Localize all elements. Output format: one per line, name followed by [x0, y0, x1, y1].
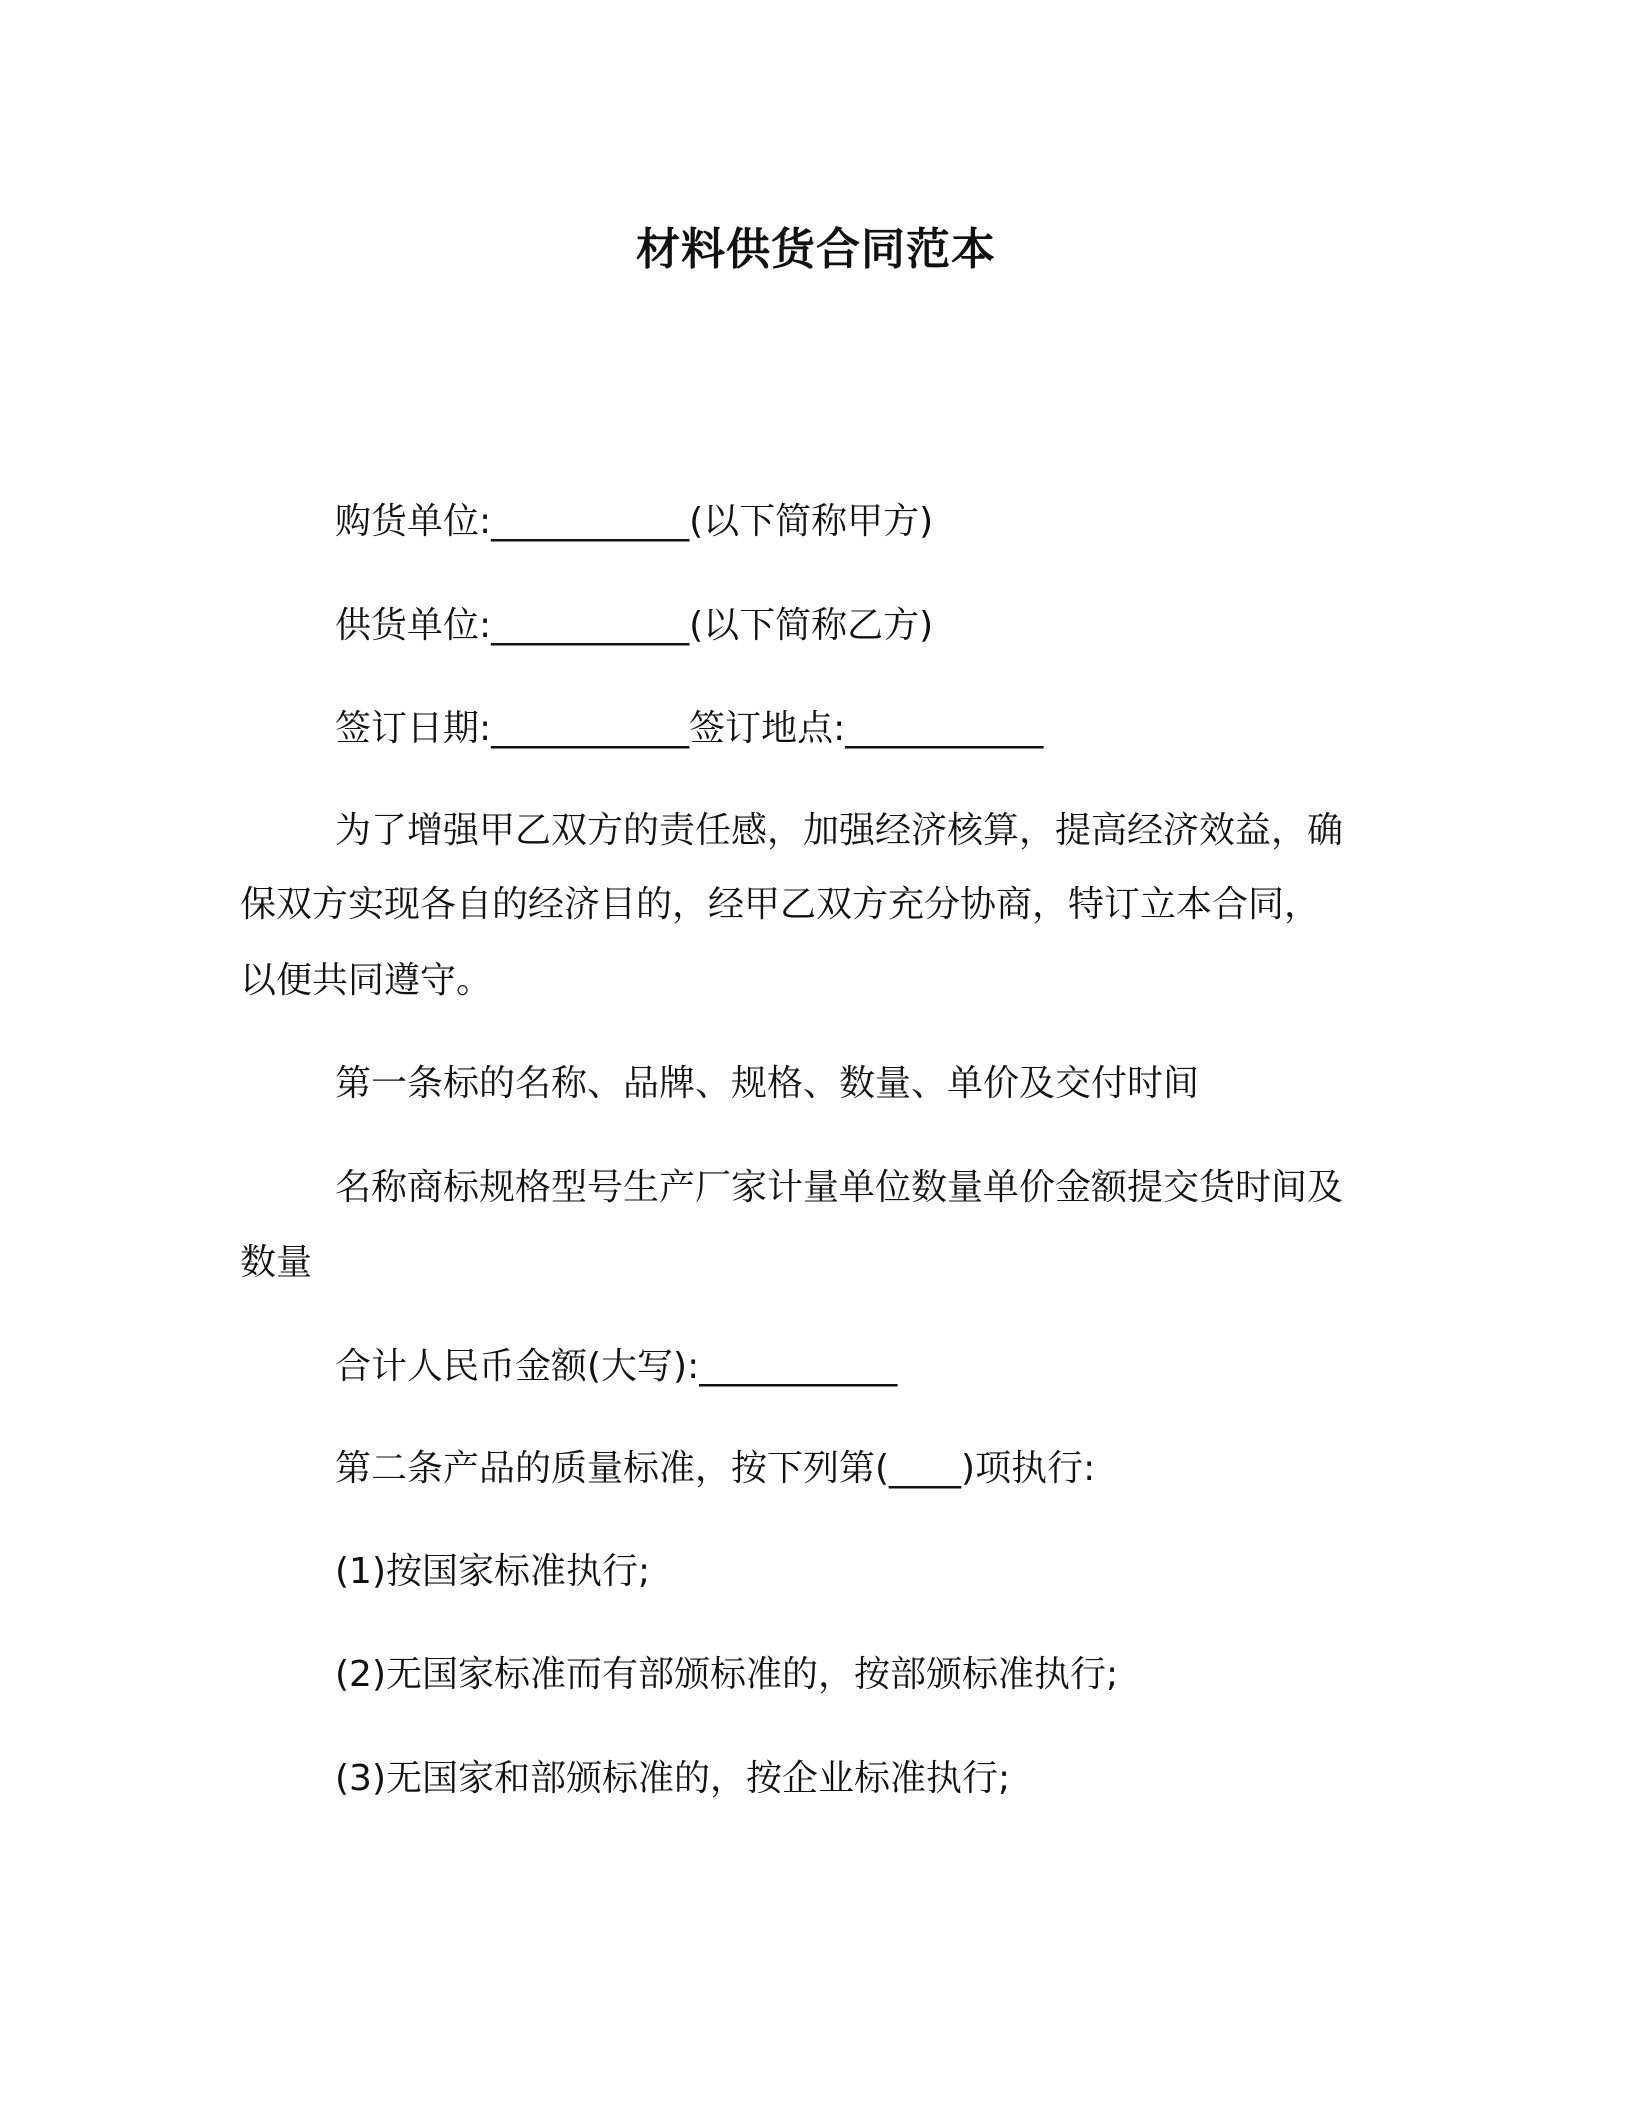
total-amount-line: 合计人民币金额(大写):___________	[335, 1346, 898, 1387]
intro-paragraph-line-3: 以便共同遵守。	[240, 960, 493, 1001]
article-2-heading: 第二条产品的质量标准，按下列第(____)项执行:	[335, 1448, 1096, 1489]
standard-item-3: (3)无国家和部颁标准的，按企业标准执行;	[335, 1758, 1011, 1799]
buyer-line: 购货单位:___________(以下简称甲方)	[335, 501, 934, 542]
standard-item-1: (1)按国家标准执行;	[335, 1551, 651, 1592]
columns-line-2: 数量	[240, 1242, 313, 1283]
intro-paragraph-line-2: 保双方实现各自的经济目的，经甲乙双方充分协商，特订立本合同，	[240, 884, 1321, 925]
article-1-heading: 第一条标的名称、品牌、规格、数量、单价及交付时间	[335, 1063, 1200, 1104]
date-place-line: 签订日期:___________签订地点:___________	[335, 708, 1044, 749]
intro-paragraph-line-1: 为了增强甲乙双方的责任感，加强经济核算，提高经济效益，确	[335, 810, 1344, 851]
document-title: 材料供货合同范本	[636, 224, 996, 275]
supplier-line: 供货单位:___________(以下简称乙方)	[335, 605, 934, 646]
columns-line-1: 名称商标规格型号生产厂家计量单位数量单价金额提交货时间及	[335, 1167, 1344, 1208]
standard-item-2: (2)无国家标准而有部颁标准的，按部颁标准执行;	[335, 1654, 1119, 1695]
